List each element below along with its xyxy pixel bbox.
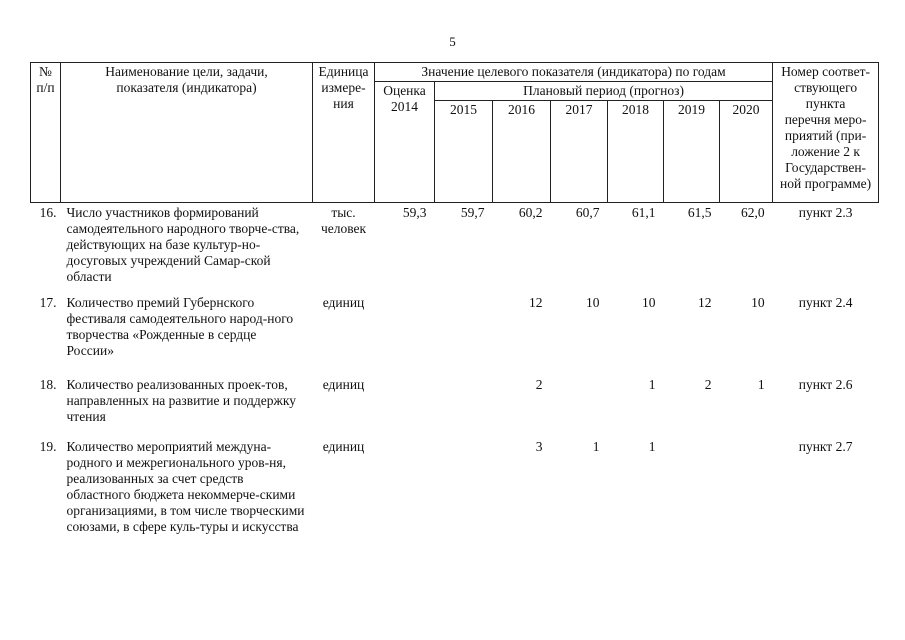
table-row [31, 439, 879, 569]
value-2020 [720, 439, 773, 569]
page-number: 5 [449, 34, 456, 49]
indicator-name: Количество мероприятий междуна-родного и межрегионального уров-ня, реализованных за счет средств областного бюджета некоммерче-скими организациями, в том числе творческими союзами, в сфере куль-туры и искусства [66, 439, 305, 534]
header-values-group: Значение целевого показателя (индикатора) по годам [375, 63, 773, 82]
value-2020: 62,0 [740, 205, 765, 220]
value-2015 [435, 439, 493, 569]
header-year-2015: 2015 [435, 101, 493, 203]
row-number: 18. [39, 377, 57, 392]
row-number: 19. [39, 439, 57, 454]
header-year-2019: 2019 [664, 101, 720, 203]
value-2018: 1 [648, 377, 656, 392]
value-2015: 59,7 [460, 205, 485, 220]
value-2017 [551, 377, 608, 439]
header-unit: Единица измере- ния [313, 63, 375, 203]
row-number: 16. [39, 205, 57, 220]
value-2016: 3 [535, 439, 543, 454]
value-2019: 12 [698, 295, 712, 310]
value-2020: 10 [751, 295, 765, 310]
header-year-2020: 2020 [720, 101, 773, 203]
value-2018: 61,1 [631, 205, 656, 220]
ref-cell: пункт 2.3 [798, 205, 853, 220]
value-2016: 60,2 [518, 205, 543, 220]
unit-cell: единиц [322, 295, 365, 310]
unit-cell: единиц [322, 377, 365, 392]
unit-cell: тыс. человек [320, 205, 367, 236]
row-number: 17. [39, 295, 57, 310]
value-2014 [375, 377, 435, 439]
indicators-table-wrapper [30, 62, 879, 569]
value-2015 [435, 295, 493, 377]
unit-cell: единиц [322, 439, 365, 454]
value-2017: 10 [586, 295, 600, 310]
value-2018: 1 [648, 439, 656, 454]
value-2014 [375, 295, 435, 377]
value-2019: 2 [704, 377, 712, 392]
value-2018: 10 [642, 295, 656, 310]
header-estimate-2014: Оценка 2014 [375, 82, 435, 203]
header-no: № п/п [31, 63, 61, 203]
indicator-name: Число участников формирований самодеятельного народного творче-ства, действующих на базе культур-но-досуговых учреждений Самар-ской области [66, 205, 300, 284]
ref-cell: пункт 2.7 [798, 439, 853, 454]
header-year-2018: 2018 [608, 101, 664, 203]
indicator-name: Количество премий Губернского фестиваля самодеятельного народ-ного творчества «Рожденные в сердце России» [66, 295, 294, 358]
value-2015 [435, 377, 493, 439]
value-2016: 2 [535, 377, 543, 392]
value-2019: 61,5 [687, 205, 712, 220]
table-row [31, 203, 879, 296]
indicators-table [30, 62, 879, 569]
table-row [31, 295, 879, 377]
header-ref: Номер соответ- ствующего пункта перечня меро- приятий (при- ложение 2 к Государствен- ной программе) [773, 63, 879, 203]
value-2016: 12 [529, 295, 543, 310]
value-2017: 1 [592, 439, 600, 454]
header-name: Наименование цели, задачи, показателя (индикатора) [61, 63, 313, 203]
header-year-2017: 2017 [551, 101, 608, 203]
value-2017: 60,7 [575, 205, 600, 220]
value-2014: 59,3 [402, 205, 427, 220]
header-planned-period: Плановый период (прогноз) [435, 82, 773, 101]
value-2014 [375, 439, 435, 569]
ref-cell: пункт 2.6 [798, 377, 853, 392]
header-year-2016: 2016 [493, 101, 551, 203]
ref-cell: пункт 2.4 [798, 295, 853, 310]
value-2019 [664, 439, 720, 569]
table-row [31, 377, 879, 439]
indicator-name: Количество реализованных проек-тов, направленных на развитие и поддержку чтения [66, 377, 296, 424]
value-2020: 1 [757, 377, 765, 392]
